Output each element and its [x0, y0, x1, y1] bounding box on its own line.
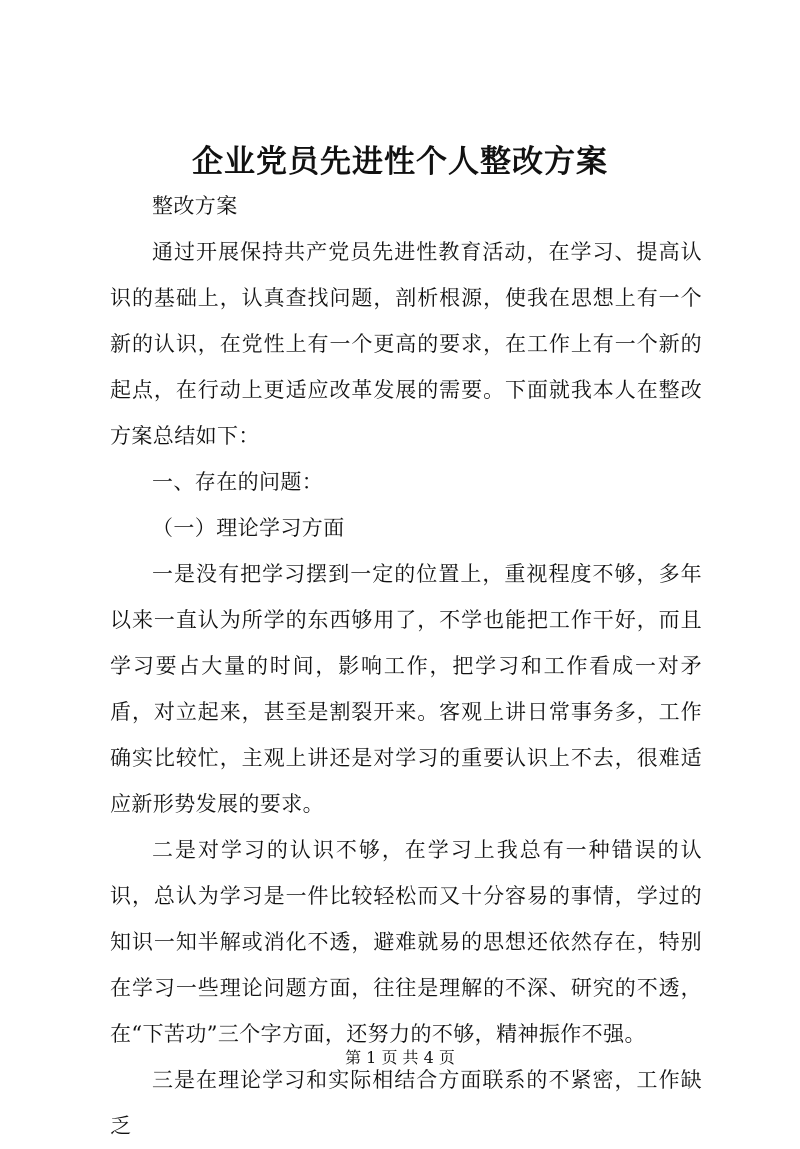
document-body [110, 183, 702, 1149]
paragraph-point-three: 三是在理论学习和实际相结合方面联系的不紧密，工作缺乏 [110, 1068, 702, 1138]
paragraph-point-one: 一是没有把学习摆到一定的位置上，重视程度不够，多年以来一直认为所学的东西够用了，不学也能把工作干好，而且学习要占大量的时间，影响工作，把学习和工作看成一对矛盾，对立起来，甚至是割裂开来。客观上讲日常事务多，工作确实比较忙，主观上讲还是对学习的重要认识上不去，很难适应新形势发展的要求。 [110, 562, 702, 816]
paragraph-point-two: 二是对学习的认识不够，在学习上我总有一种错误的认识，总认为学习是一件比较轻松而又十分容易的事情，学过的知识一知半解或消化不透，避难就易的思想还依然存在，特别在学习一些理论问题方面，往往是理解的不深、研究的不透，在“下苦功”三个字方面，还努力的不够，精神振作不强。 [110, 838, 702, 1046]
document-title: 企业党员先进性个人整改方案 [192, 144, 608, 180]
page-footer: 第 1 页 共 4 页 [345, 1048, 455, 1067]
subsection-heading-theory: （一）理论学习方面 [152, 516, 345, 540]
paragraph-heading-plan: 整改方案 [152, 194, 238, 218]
paragraph-intro: 通过开展保持共产党员先进性教育活动，在学习、提高认识的基础上，认真查找问题，剖析根源，使我在思想上有一个新的认识，在党性上有一个更高的要求，在工作上有一个新的起点，在行动上更适应改革发展的需要。下面就我本人在整改方案总结如下： [110, 240, 702, 448]
section-heading-problems: 一、存在的问题： [152, 470, 324, 494]
